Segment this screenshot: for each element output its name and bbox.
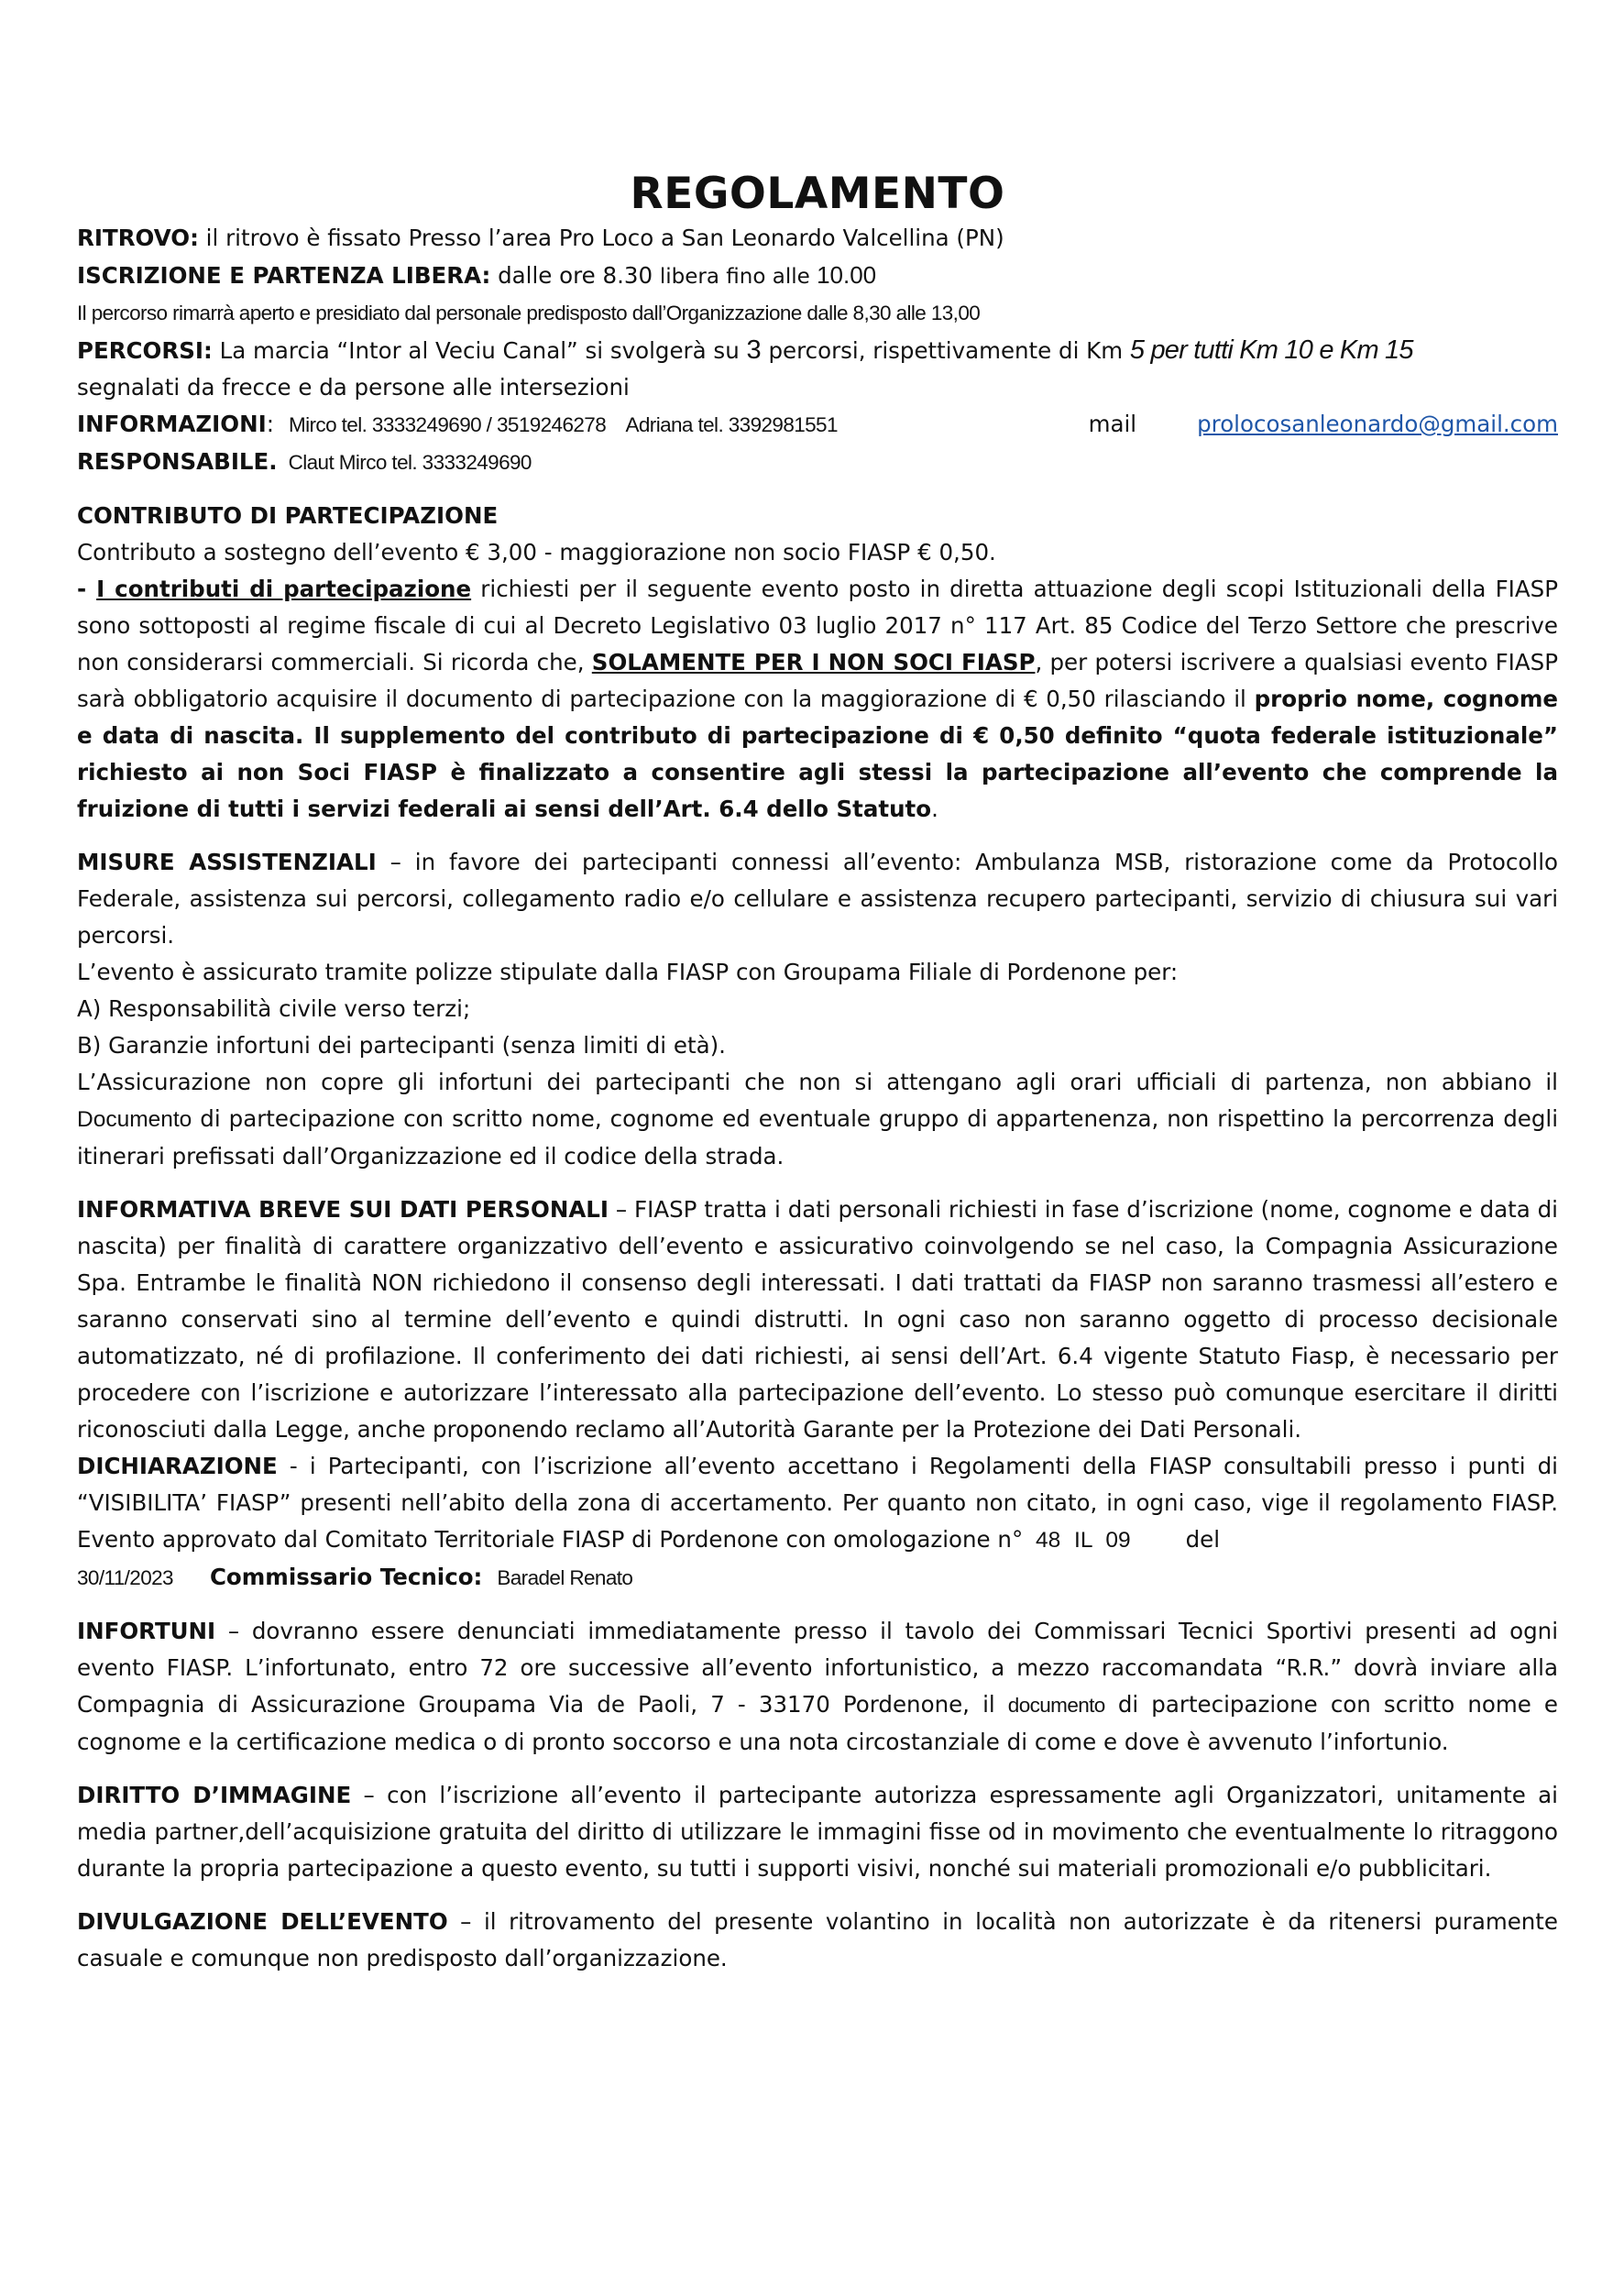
divulgazione-label: DIVULGAZIONE DELL’EVENTO bbox=[77, 1908, 448, 1935]
percorsi-text-2: percorsi, rispettivamente di Km bbox=[761, 337, 1130, 364]
contributo-paragraph bbox=[77, 571, 1558, 828]
divulgazione-text: – il ritrovamento del presente volantino in località non autorizzate è da ritenersi puramente casuale e comunque non predisposto dall’organizzazione. bbox=[77, 1908, 1558, 1971]
ritrovo-label: RITROVO: bbox=[77, 225, 199, 251]
infortuni-label: INFORTUNI bbox=[77, 1618, 216, 1644]
assicurazione-text-1: L’Assicurazione non copre gli infortuni dei partecipanti che non si attengano agli orari ufficiali di partenza, non abbiano il bbox=[77, 1069, 1558, 1095]
percorsi-label: PERCORSI: bbox=[77, 337, 213, 364]
ritrovo-text: il ritrovo è fissato Presso l’area Pro Loco a San Leonardo Valcellina (PN) bbox=[198, 225, 1004, 251]
divulgazione-paragraph bbox=[77, 1904, 1558, 1977]
informativa-text: – FIASP tratta i dati personali richiesti in fase d’iscrizione (nome, cognome e data di nascita) per finalità di carattere organizzativo dell’evento e assicurativo coinvolgendo se nel caso, la Compagnia Assicurazione Spa. Entrambe le finalità NON richiedono il consenso degli interessati. I dati trattati da FIASP non saranno trasmessi all’estero e saranno conservati sino al termine dell’evento e quindi distrutti. In ogni caso non saranno oggetto di processo decisionale automatizzato, né di profilazione. Il conferimento dei dati richiesti, ai sensi dell’Art. 6.4 vigente Statuto Fiasp, è necessario per procedere con l’iscrizione e autorizzare l’interessato alla partecipazione dell’evento. Lo stesso può comunque esercitare il diritti riconosciuti dalla Legge, anche proponendo reclamo all’Autorità Garante per la Protezione dei Dati Personali. bbox=[77, 1196, 1558, 1443]
assicurato-line: L’evento è assicurato tramite polizze stipulate dalla FIASP con Groupama Filiale di Pordenone per: bbox=[77, 959, 1179, 985]
diritto-paragraph bbox=[77, 1777, 1558, 1887]
divulgazione-section bbox=[77, 1904, 1558, 1977]
percorsi-km: 5 per tutti Km 10 e Km 15 bbox=[1129, 335, 1413, 365]
omologazione-number: 48 IL 09 bbox=[1035, 1528, 1131, 1553]
infortuni-paragraph bbox=[77, 1613, 1558, 1761]
responsabile-value: Claut Mirco tel. 3333249690 bbox=[288, 451, 532, 474]
informativa-section bbox=[77, 1191, 1558, 1597]
infortuni-text-2: di partecipazione con scritto nome e cognome e la certificazione medica o di pronto soccorso e una nota circostanziale di come e dove è avvenuto l’infortunio. bbox=[77, 1691, 1558, 1755]
approval-date: 30/11/2023 bbox=[77, 1566, 173, 1589]
contributo-line-1: Contributo a sostegno dell’evento € 3,00 - maggiorazione non socio FIASP € 0,50. bbox=[77, 539, 996, 566]
contributo-text-2: , per potersi iscrivere a qualsiasi evento FIASP sarà obbligatorio acquisire il documento di partecipazione con la maggiorazione di € 0,50 rilasciando il bbox=[77, 649, 1558, 712]
commissario-label: Commissario Tecnico: bbox=[209, 1564, 483, 1590]
contributo-section bbox=[77, 498, 1558, 828]
dichiarazione-paragraph bbox=[77, 1448, 1558, 1559]
dichiarazione-label: DICHIARAZIONE bbox=[77, 1453, 278, 1479]
regolamento-document bbox=[77, 137, 1558, 1977]
misure-section bbox=[77, 844, 1558, 1175]
iscrizione-label: ISCRIZIONE E PARTENZA LIBERA: bbox=[77, 262, 491, 289]
mail-label: mail bbox=[1088, 411, 1137, 437]
diritto-label: DIRITTO D’IMMAGINE bbox=[77, 1782, 352, 1808]
contributo-dash: - bbox=[77, 576, 97, 602]
contributo-bold-text: proprio nome, cognome e data di nascita. Il supplemento del contributo di partecipazione di € 0,50 definito “quota federale istituzionale” richiesto ai non Soci FIASP è finalizzato a consentire agli stessi la partecipazione all’evento che comprende la fruizione di tutti i servizi federali ai sensi dell’Art. 6.4 dello Statuto bbox=[77, 686, 1558, 822]
percorsi-count: 3 bbox=[746, 335, 762, 365]
diritto-section bbox=[77, 1777, 1558, 1887]
contributo-heading: CONTRIBUTO DI PARTECIPAZIONE bbox=[77, 502, 499, 529]
document-title: REGOLAMENTO bbox=[630, 169, 1005, 219]
contributo-text-1: richiesti per il seguente evento posto in diretta attuazione degli scopi Istituzionali della FIASP sono sottoposti al regime fiscale di cui al Decreto Legislativo 03 luglio 2017 n° 117 Art. 85 Codice del Terzo Settore che prescrive non considerarsi commerciali. Si ricorda che, bbox=[77, 576, 1558, 675]
email-link[interactable]: prolocosanleonardo@gmail.com bbox=[1197, 411, 1558, 437]
informativa-paragraph bbox=[77, 1191, 1558, 1448]
informazioni-contacts: Mirco tel. 3333249690 / 3519246278 Adriana tel. 3392981551 bbox=[288, 413, 838, 436]
polizza-a: A) Responsabilità civile verso terzi; bbox=[77, 995, 471, 1022]
commissario-name: Baradel Renato bbox=[497, 1566, 633, 1589]
iscrizione-small-text: libera fino alle bbox=[659, 265, 817, 289]
informazioni-colon: : bbox=[266, 411, 274, 437]
responsabile-line bbox=[77, 444, 1558, 481]
percorso-aperto-line: Il percorso rimarrà aperto e presidiato dal personale predisposto dall’Organizzazione dalle 8,30 alle 13,00 bbox=[77, 302, 981, 324]
iscrizione-line bbox=[77, 257, 1558, 295]
iscrizione-text: dalle ore 8.30 bbox=[490, 262, 660, 289]
infortuni-text-1: – dovranno essere denunciati immediatamente presso il tavolo dei Commissari Tecnici Sportivi presenti ad ogni evento FIASP. L’infortunato, entro 72 ore successive all’evento infortunistico, a mezzo raccomandata “R.R.” dovrà inviare alla Compagnia di Assicurazione Groupama Via de Paoli, 7 - 33170 Pordenone, il bbox=[77, 1618, 1558, 1718]
solamente-non-soci: SOLAMENTE PER I NON SOCI FIASP bbox=[591, 649, 1036, 675]
informazioni-label: INFORMAZIONI bbox=[77, 411, 267, 437]
infortuni-documento-word: documento bbox=[1007, 1694, 1105, 1717]
infortuni-section bbox=[77, 1613, 1558, 1761]
assicurazione-paragraph bbox=[77, 1064, 1558, 1175]
polizza-b: B) Garanzie infortuni dei partecipanti (senza limiti di età). bbox=[77, 1032, 726, 1059]
documento-word: Documento bbox=[77, 1107, 192, 1132]
misure-label: MISURE ASSISTENZIALI bbox=[77, 849, 377, 875]
informativa-label: INFORMATIVA BREVE SUI DATI PERSONALI bbox=[77, 1196, 609, 1223]
iscrizione-time: 10.00 bbox=[817, 261, 877, 289]
assicurazione-text-2: di partecipazione con scritto nome, cognome ed eventuale gruppo di appartenenza, non rispettino la percorrenza degli itinerari prefissati dall’Organizzazione ed il codice della strada. bbox=[77, 1105, 1558, 1169]
percorsi-line-2: segnalati da frecce e da persone alle intersezioni bbox=[77, 374, 630, 401]
diritto-text: – con l’iscrizione all’evento il partecipante autorizza espressamente agli Organizzatori, unitamente ai media partner,dell’acquisizione gratuita del diritto di utilizzare le immagini fisse od in movimento che eventualmente lo ritraggono durante la propria partecipazione a questo evento, su tutti i supporti visivi, nonché sui materiali promozionali e/o pubblicitari. bbox=[77, 1782, 1558, 1882]
commissario-line bbox=[77, 1559, 1558, 1597]
contributo-end: . bbox=[931, 796, 938, 822]
informazioni-line bbox=[77, 406, 1558, 444]
percorsi-text-1: La marcia “Intor al Veciu Canal” si svolgerà su bbox=[212, 337, 747, 364]
contributo-underlined: I contributi di partecipazione bbox=[96, 576, 472, 602]
ritrovo-line bbox=[77, 220, 1558, 257]
del-word: del bbox=[1185, 1526, 1221, 1553]
misure-paragraph bbox=[77, 844, 1558, 954]
responsabile-label: RESPONSABILE. bbox=[77, 448, 278, 475]
dichiarazione-text: - i Partecipanti, con l’iscrizione all’evento accettano i Regolamenti della FIASP consultabili presso i punti di “VISIBILITA’ FIASP” presenti nell’abito della zona di accertamento. Per quanto non citato, in ogni caso, vige il regolamento FIASP. Evento approvato dal Comitato Territoriale FIASP di Pordenone con omologazione n° bbox=[77, 1453, 1558, 1553]
misure-text: – in favore dei partecipanti connessi all’evento: Ambulanza MSB, ristorazione come da Protocollo Federale, assistenza sui percorsi, collegamento radio e/o cellulare e assistenza recupero partecipanti, servizio di chiusura sui vari percorsi. bbox=[77, 849, 1558, 949]
percorsi-line bbox=[77, 332, 1558, 369]
